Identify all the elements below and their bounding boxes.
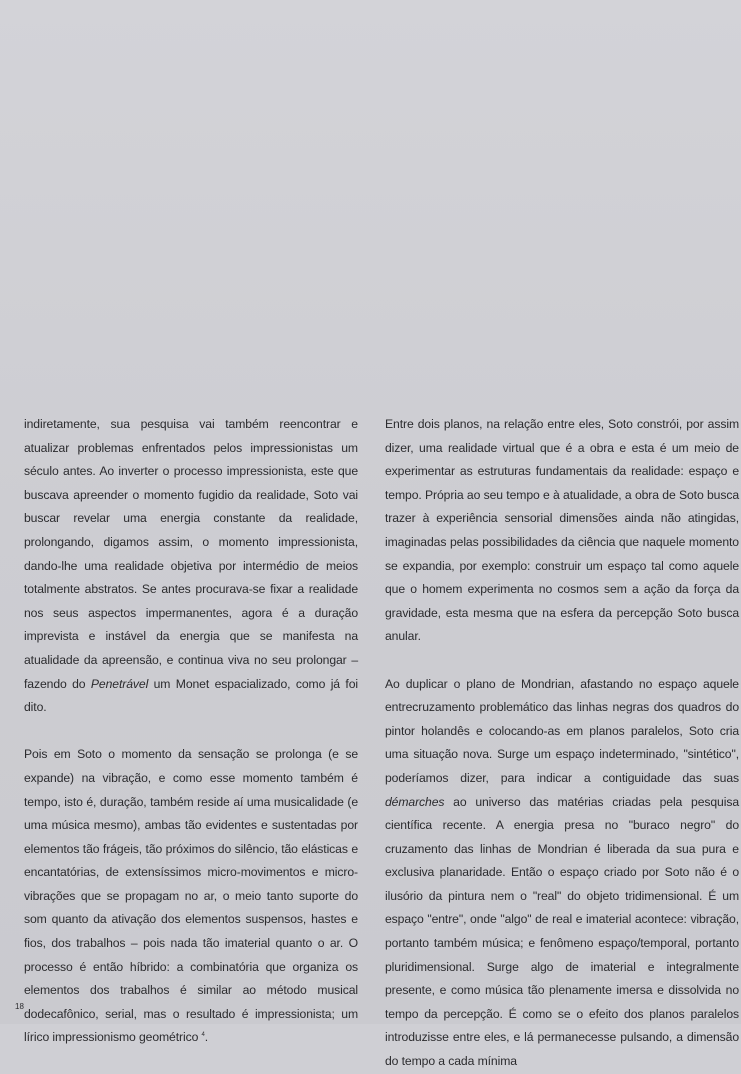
page-number: 18: [15, 1002, 24, 1011]
paragraph: Entre dois planos, na relação entre eles, Soto constrói, por assim dizer, uma realidade virtual que é a obra e esta é um meio de experimentar as estruturas fundamentais da realidade: espaço e tempo. Própria ao seu tempo e à atualidade, a obra de Soto busca trazer à experiência sensorial dimensões ainda não atingidas, imaginadas pelas possibilidades da ciência que naquele momento se expandia, por exemplo: construir um espaço tal como aquele que o homem experimenta no cosmos sem a ação da força da gravidade, esta mesma que na esfera da percepção Soto busca anular.: [385, 417, 739, 644]
footnote-marker: 4: [201, 1032, 205, 1039]
paragraph: Ao duplicar o plano de Mondrian, afastando no espaço aquele entrecruzamento problemático das linhas negras dos quadros do pintor holandês e colocando-as em planos paralelos, Soto cria uma situação nova. Surge um espaço indeterminado, "sintético", poderíamos dizer, para indicar a contiguidade das suas démarches ao universo das matérias criadas pela pesquisa científica recente. A energia presa no "buraco negro" do cruzamento das linhas de Mondrian é liberada da sua pura e exclusiva planaridade. Então o espaço criado por Soto não é o ilusório da pintura nem o "real" do objeto tridimensional. É um espaço "entre", onde "algo" de real e imaterial acontece: vibração, portanto também música; e fenômeno espaço/temporal, portanto pluridimensional. Surge algo de imaterial e integralmente presente, e como música tão plenamente imersa e dissolvida no tempo da percepção. É como se o efeito dos planos paralelos introduzisse entre eles, e lá permanecesse pulsando, a dimensão do tempo a cada mínima: [385, 676, 739, 1069]
paragraph: indiretamente, sua pesquisa vai também reencontrar e atualizar problemas enfrentados pelos impressionistas um século antes. Ao inverter o processo impressionista, este que buscava apreender o momento fugidio da realidade, Soto vai buscar revelar uma energia constante da realidade, prolongando, digamos assim, o momento impressionista, dando-lhe uma realidade objetiva por intermédio de meios totalmente abstratos. Se antes procurava-se fixar a realidade nos seus aspectos impermanentes, agora é a duração imprevista e instável da energia que se manifesta na atualidade da apreensão, e continua viva no seu prolongar – fazendo do Penetrável um Monet espacializado, como já foi dito.: [24, 417, 358, 715]
paragraph: Pois em Soto o momento da sensação se prolonga (e se expande) na vibração, e como esse momento também é tempo, isto é, duração, também reside aí uma musicalidade (e uma música mesmo), ambas tão evidentes e sustentadas por elementos tão frágeis, tão próximos do silêncio, tão elásticas e encantatórias, de extensíssimos micro-movimentos e micro-vibrações que se propagam no ar, o meio tanto suporte do som quanto da ativação dos elementos suspensos, hastes e fios, dos trabalhos – pois nada tão imaterial quanto o ar. O processo é então híbrido: a combinatória que organiza os elementos dos trabalhos é similar ao método musical dodecafônico, serial, mas o resultado é impressionista; um lírico impressionismo geométrico $^4$.: [24, 747, 358, 1045]
foreign-term: démarches: [385, 794, 445, 809]
right-text-column: [385, 413, 739, 1074]
left-text-column: [24, 413, 358, 1050]
artwork-title: Penetrável: [90, 676, 149, 691]
